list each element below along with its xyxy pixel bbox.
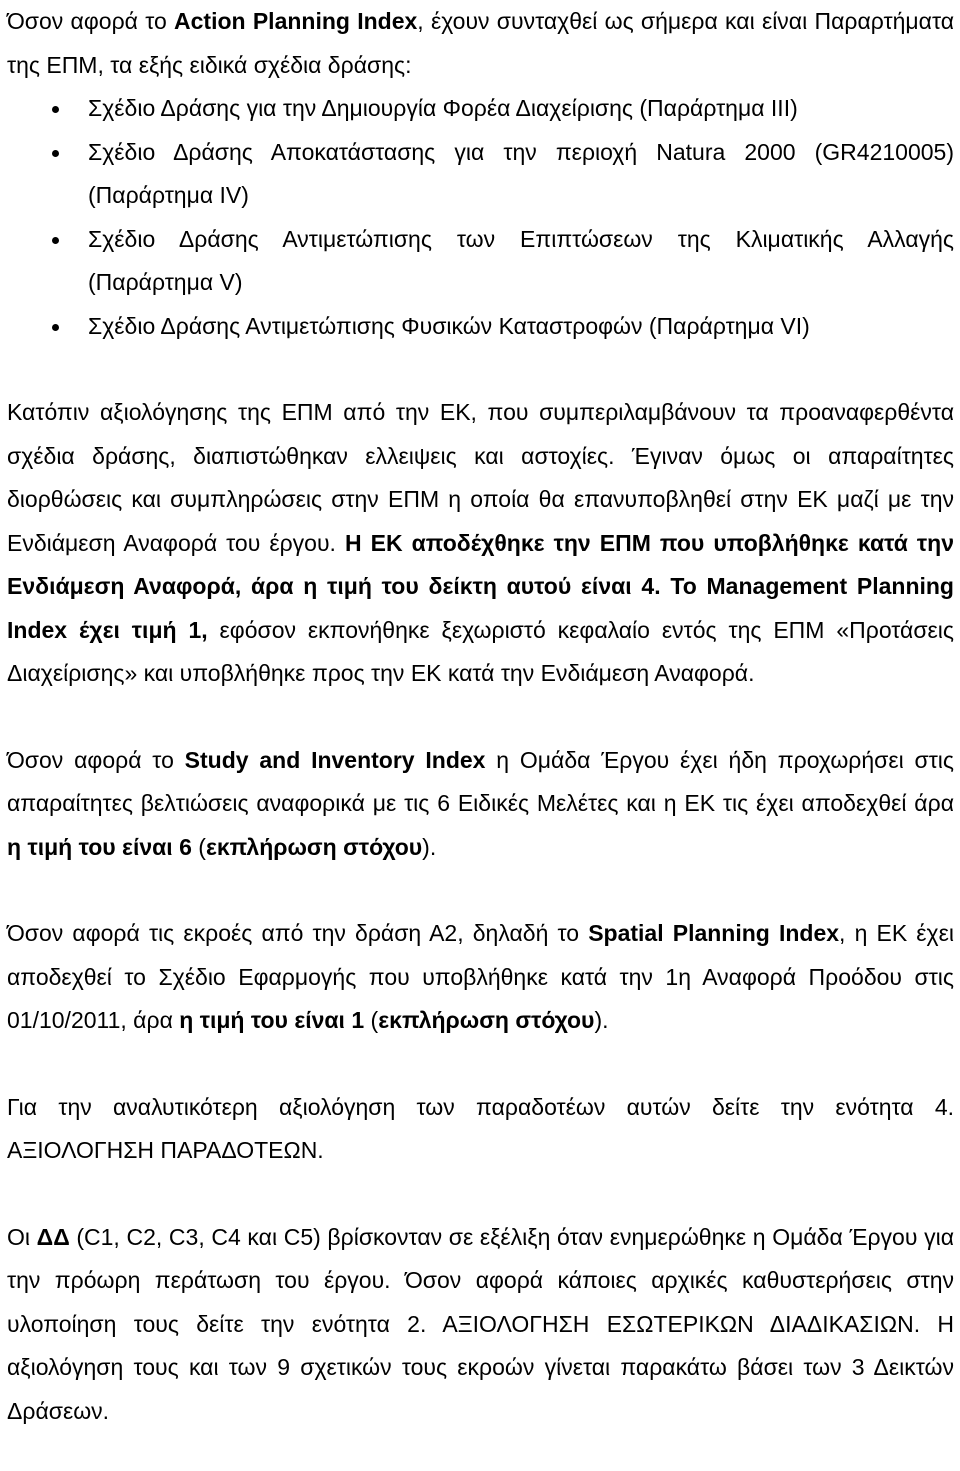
bullet-icon [52, 150, 59, 157]
study-target-bold: εκπλήρωση στόχου [205, 833, 423, 860]
list-item [7, 305, 954, 349]
paragraph-spacer [7, 1043, 954, 1086]
spatial-text: Όσον αφορά τις εκροές από την δράση Α2, δηλαδή το [7, 920, 589, 946]
spatial-target-bold: εκπλήρωση στόχου [378, 1007, 595, 1033]
evaluation-paragraph [7, 391, 954, 696]
spatial-paren-close: ). [594, 1007, 609, 1033]
bullet-icon [52, 106, 59, 113]
intro-paragraph [7, 0, 954, 87]
list-item-text: Σχέδιο Δράσης Αντιμετώπισης Φυσικών Καταστροφών (Παράρτημα VI) [88, 312, 810, 339]
action-plans-list [7, 87, 954, 348]
actions-bold-term: ΔΔ [36, 1223, 70, 1250]
study-inventory-index-term: Study and Inventory Index [184, 746, 486, 773]
evaluation-text: Κατόπιν αξιολόγησης της ΕΠΜ από την ΕΚ, που συμπεριλαμβάνουν τα προαναφερθέντα σχέδια δράσης, διαπιστώθηκαν ελλειψεις και αστοχίες. Έγιναν όμως οι απαραίτητες διορθώσεις και συμπληρώσεις στην ΕΠΜ η οποία θα επανυποβληθεί στην ΕΚ μαζί με την Ενδιάμεση Αναφορά του έργου. [7, 399, 954, 556]
spatial-planning-index-term: Spatial Planning Index [588, 920, 840, 946]
paragraph-spacer [7, 696, 954, 739]
actions-text-cont: (C1, C2, C3, C4 και C5) βρίσκονταν σε εξέλιξη όταν ενημερώθηκε η Ομάδα Έργου για την πρόωρη περάτωση του έργου. Όσον αφορά κάποιες αρχικές καθυστερήσεις στην υλοποίηση τους δείτε την ενότητα 2. ΑΞΙΟΛΟΓΗΣΗ ΕΣΩΤΕΡΙΚΩΝ ΔΙΑΔΙΚΑΣΙΩΝ. Η αξιολόγηση τους και των 9 σχετικών τους εκροών γίνεται παρακάτω βάσει των 3 Δεικτών Δράσεων. [7, 1223, 954, 1424]
actions-paragraph [7, 1216, 954, 1434]
study-text: Όσον αφορά το [7, 746, 185, 773]
list-item [7, 131, 954, 218]
list-item-text: Σχέδιο Δράσης για την Δημιουργία Φορέα Διαχείρισης (Παράρτημα III) [88, 95, 798, 121]
spatial-planning-paragraph [7, 912, 954, 1043]
paragraph-spacer [7, 348, 954, 391]
actions-text: Οι [7, 1223, 37, 1250]
bullet-icon [52, 324, 59, 331]
list-item [7, 218, 954, 305]
spatial-paren-open: ( [364, 1007, 379, 1033]
paragraph-spacer [7, 869, 954, 912]
intro-text-cont: , έχουν συνταχθεί ως σήμερα και είναι Παραρτήματα της ΕΠΜ, τα εξής ειδικά σχέδια δράσης: [7, 8, 954, 78]
paragraph-spacer [7, 1173, 954, 1216]
intro-text: Όσον αφορά το [7, 8, 175, 34]
study-paren-close: ). [422, 833, 437, 860]
list-item-text: Σχέδιο Δράσης Αντιμετώπισης των Επιπτώσεων της Κλιματικής Αλλαγής (Παράρτημα V) [88, 225, 954, 295]
study-inventory-paragraph [7, 739, 954, 870]
study-text-cont: η Ομάδα Έργου έχει ήδη προχωρήσει στις απαραίτητες βελτιώσεις αναφορικά με τις 6 Ειδικές Μελέτες και η ΕΚ τις έχει αποδεχθεί άρα [7, 746, 955, 816]
list-item [7, 87, 954, 131]
study-value-bold: η τιμή του είναι 6 [7, 833, 192, 860]
bullet-icon [52, 237, 59, 244]
spatial-text-cont: , η ΕΚ έχει αποδεχθεί το Σχέδιο Εφαρμογής που υποβλήθηκε κατά την 1η Αναφορά Προόδου στις 01/10/2011, άρα [7, 920, 954, 1033]
spatial-value-bold: η τιμή του είναι 1 [179, 1007, 365, 1033]
study-paren-open: ( [191, 833, 206, 860]
list-item-text: Σχέδιο Δράσης Αποκατάστασης για την περιοχή Natura 2000 (GR4210005) (Παράρτημα IV) [88, 138, 954, 208]
deliverables-reference-paragraph: Για την αναλυτικότερη αξιολόγηση των παραδοτέων αυτών δείτε την ενότητα 4. ΑΞΙΟΛΟΓΗΣΗ ΠΑΡΑΔΟΤΕΩΝ. [7, 1093, 954, 1163]
evaluation-text-cont: εφόσον εκπονήθηκε ξεχωριστό κεφαλαίο εντός της ΕΠΜ «Προτάσεις Διαχείρισης» και υποβλήθηκε προς την ΕΚ κατά την Ενδιάμεση Αναφορά. [7, 616, 954, 686]
evaluation-bold-text: Η ΕΚ αποδέχθηκε την ΕΠΜ που υποβλήθηκε κατά την Ενδιάμεση Αναφορά, άρα η τιμή του δείκτη αυτού είναι 4. Το Management Planning Index έχει τιμή 1, [7, 529, 954, 643]
action-planning-index-term: Action Planning Index [174, 8, 418, 34]
